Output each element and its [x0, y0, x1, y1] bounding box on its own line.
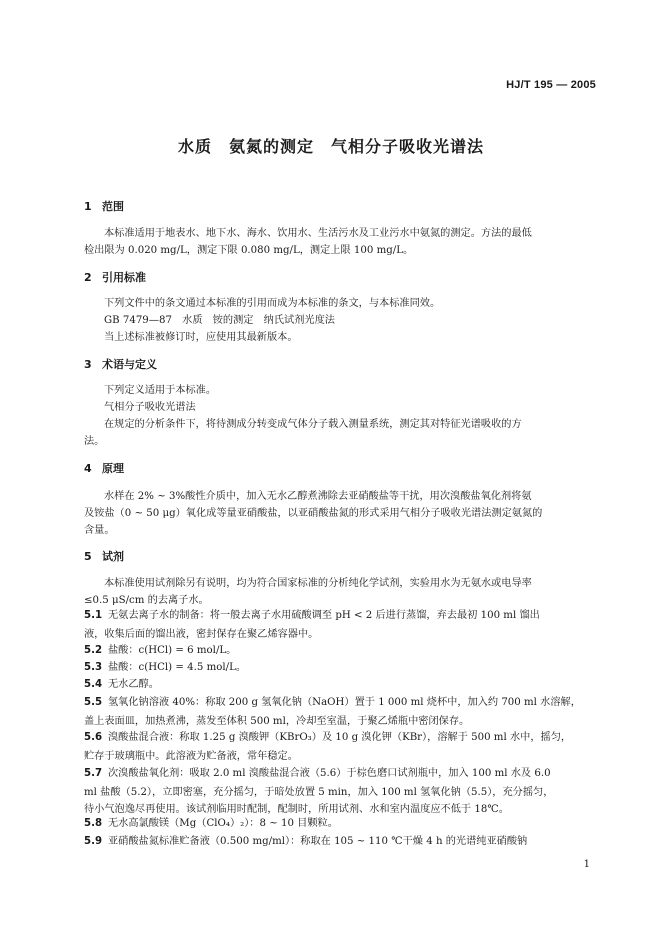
item-number: 5.4 [84, 679, 103, 690]
list-item [84, 729, 596, 746]
page-number: 1 [583, 859, 590, 870]
item-number: 5.6 [84, 732, 103, 743]
referenced-standard: GB 7479—87 水质 铵的测定 纳氏试剂光度法 [104, 315, 335, 326]
item-number: 5.1 [84, 610, 103, 621]
item-text: 溴酸盐混合液：称取 1.25 g 溴酸钾（KBrO₃）及 10 g 溴化钾（KBr），溶解于 500 ml 水中，摇匀， [108, 732, 572, 743]
paragraph-line: 检出限为 0.020 mg/L，测定下限 0.080 mg/L，测定上限 100 mg/L。 [84, 245, 414, 256]
item-text: 无水乙醇。 [108, 679, 159, 690]
item-text: 无氨去离子水的制备：将一般去离子水用硫酸调至 pH < 2 后进行蒸馏，弃去最初 100 ml 馏出 [108, 610, 540, 621]
section-number: 2 [84, 271, 92, 284]
list-item [84, 765, 596, 782]
item-number: 5.9 [84, 836, 103, 847]
item-text: 盖上表面皿，加热煮沸，蒸发至体积 500 ml，冷却至室温，于聚乙烯瓶中密闭保存。 [84, 716, 470, 727]
section-4-heading [84, 460, 124, 476]
item-text: 盐酸：c(HCl) = 6 mol/L。 [108, 645, 237, 656]
section-title: 引用标准 [102, 271, 146, 284]
paragraph-line: 当上述标准被修订时，应使用其最新版本。 [104, 332, 298, 343]
paragraph-line: 含量。 [84, 525, 115, 536]
section-1-heading [84, 198, 124, 214]
paragraph-line: 在规定的分析条件下，将待测成分转变成气体分子载入测量系统，测定其对特征光谱吸收的方 [104, 419, 522, 430]
section-number: 4 [84, 462, 92, 475]
section-number: 3 [84, 358, 92, 371]
paragraph-line: 及铵盐（0 ~ 50 μg）氧化成等量亚硝酸盐，以亚硝酸盐氮的形式采用气相分子吸收光谱法测定氨氮的 [84, 508, 543, 519]
section-2-heading [84, 269, 146, 285]
section-title: 术语与定义 [102, 358, 157, 371]
paragraph-line: 本标准适用于地表水、地下水、海水、饮用水、生活污水及工业污水中氨氮的测定。方法的最低 [104, 228, 532, 239]
standard-code: HJ/T 195 — 2005 [506, 79, 596, 91]
list-item [84, 694, 596, 711]
item-text: ml 盐酸（5.2），立即密塞，充分摇匀，于暗处放置 5 min，加入 100 ml 氢氧化钠（5.5），充分摇匀， [84, 787, 554, 798]
item-number: 5.2 [84, 645, 103, 656]
item-text: 液，收集后面的馏出液，密封保存在聚乙烯容器中。 [84, 629, 319, 640]
section-title: 试剂 [102, 550, 124, 563]
paragraph-line: 下列定义适用于本标准。 [104, 385, 217, 396]
list-item [84, 833, 596, 850]
paragraph-line: 下列文件中的条文通过本标准的引用而成为本标准的条文，与本标准同效。 [104, 298, 441, 309]
section-number: 1 [84, 200, 92, 213]
section-3-heading [84, 356, 157, 372]
list-item [84, 815, 596, 832]
paragraph-line: ≤0.5 μS/cm 的去离子水。 [84, 595, 209, 606]
list-item [84, 607, 596, 624]
section-5-heading [84, 548, 124, 564]
item-text: 亚硝酸盐氮标准贮备液（0.500 mg/ml）：称取在 105 ~ 110 ℃干燥 4 h 的光谱纯亚硝酸钠 [108, 836, 528, 847]
item-text: 无水高氯酸镁（Mg（ClO₄）₂）：8 ~ 10 目颗粒。 [108, 818, 338, 829]
item-text: 次溴酸盐氧化剂：吸取 2.0 ml 溴酸盐混合液（5.6）于棕色磨口试剂瓶中，加入 100 ml 水及 6.0 [108, 768, 551, 779]
section-number: 5 [84, 550, 92, 563]
list-item [84, 642, 596, 659]
item-number: 5.7 [84, 768, 103, 779]
paragraph-line: 水样在 2% ~ 3%酸性介质中，加入无水乙醇煮沸除去亚硝酸盐等干扰，用次溴酸盐氧化剂将氨 [104, 491, 532, 502]
item-number: 5.8 [84, 818, 103, 829]
paragraph-line: 法。 [84, 436, 105, 447]
list-item [84, 676, 596, 693]
item-text: 盐酸：c(HCl) = 4.5 mol/L。 [108, 662, 247, 673]
section-title: 原理 [102, 462, 124, 475]
item-text: 贮存于玻璃瓶中。此溶液为贮备液，常年稳定。 [84, 751, 298, 762]
term: 气相分子吸收光谱法 [104, 402, 196, 413]
section-title: 范围 [102, 200, 124, 213]
item-number: 5.5 [84, 697, 103, 708]
item-number: 5.3 [84, 662, 103, 673]
item-text: 待小气泡逸尽再使用。该试剂临用时配制，配制时，所用试剂、水和室内温度应不低于 18℃。 [84, 804, 509, 815]
page-title: 水质 氨氮的测定 气相分子吸收光谱法 [177, 137, 484, 156]
list-item [84, 659, 596, 676]
paragraph-line: 本标准使用试剂除另有说明，均为符合国家标准的分析纯化学试剂，实验用水为无氨水或电导率 [104, 578, 532, 589]
item-text: 氢氧化钠溶液 40%：称取 200 g 氢氧化钠（NaOH）置于 1 000 ml 烧杯中，加入约 700 ml 水溶解， [108, 697, 581, 708]
